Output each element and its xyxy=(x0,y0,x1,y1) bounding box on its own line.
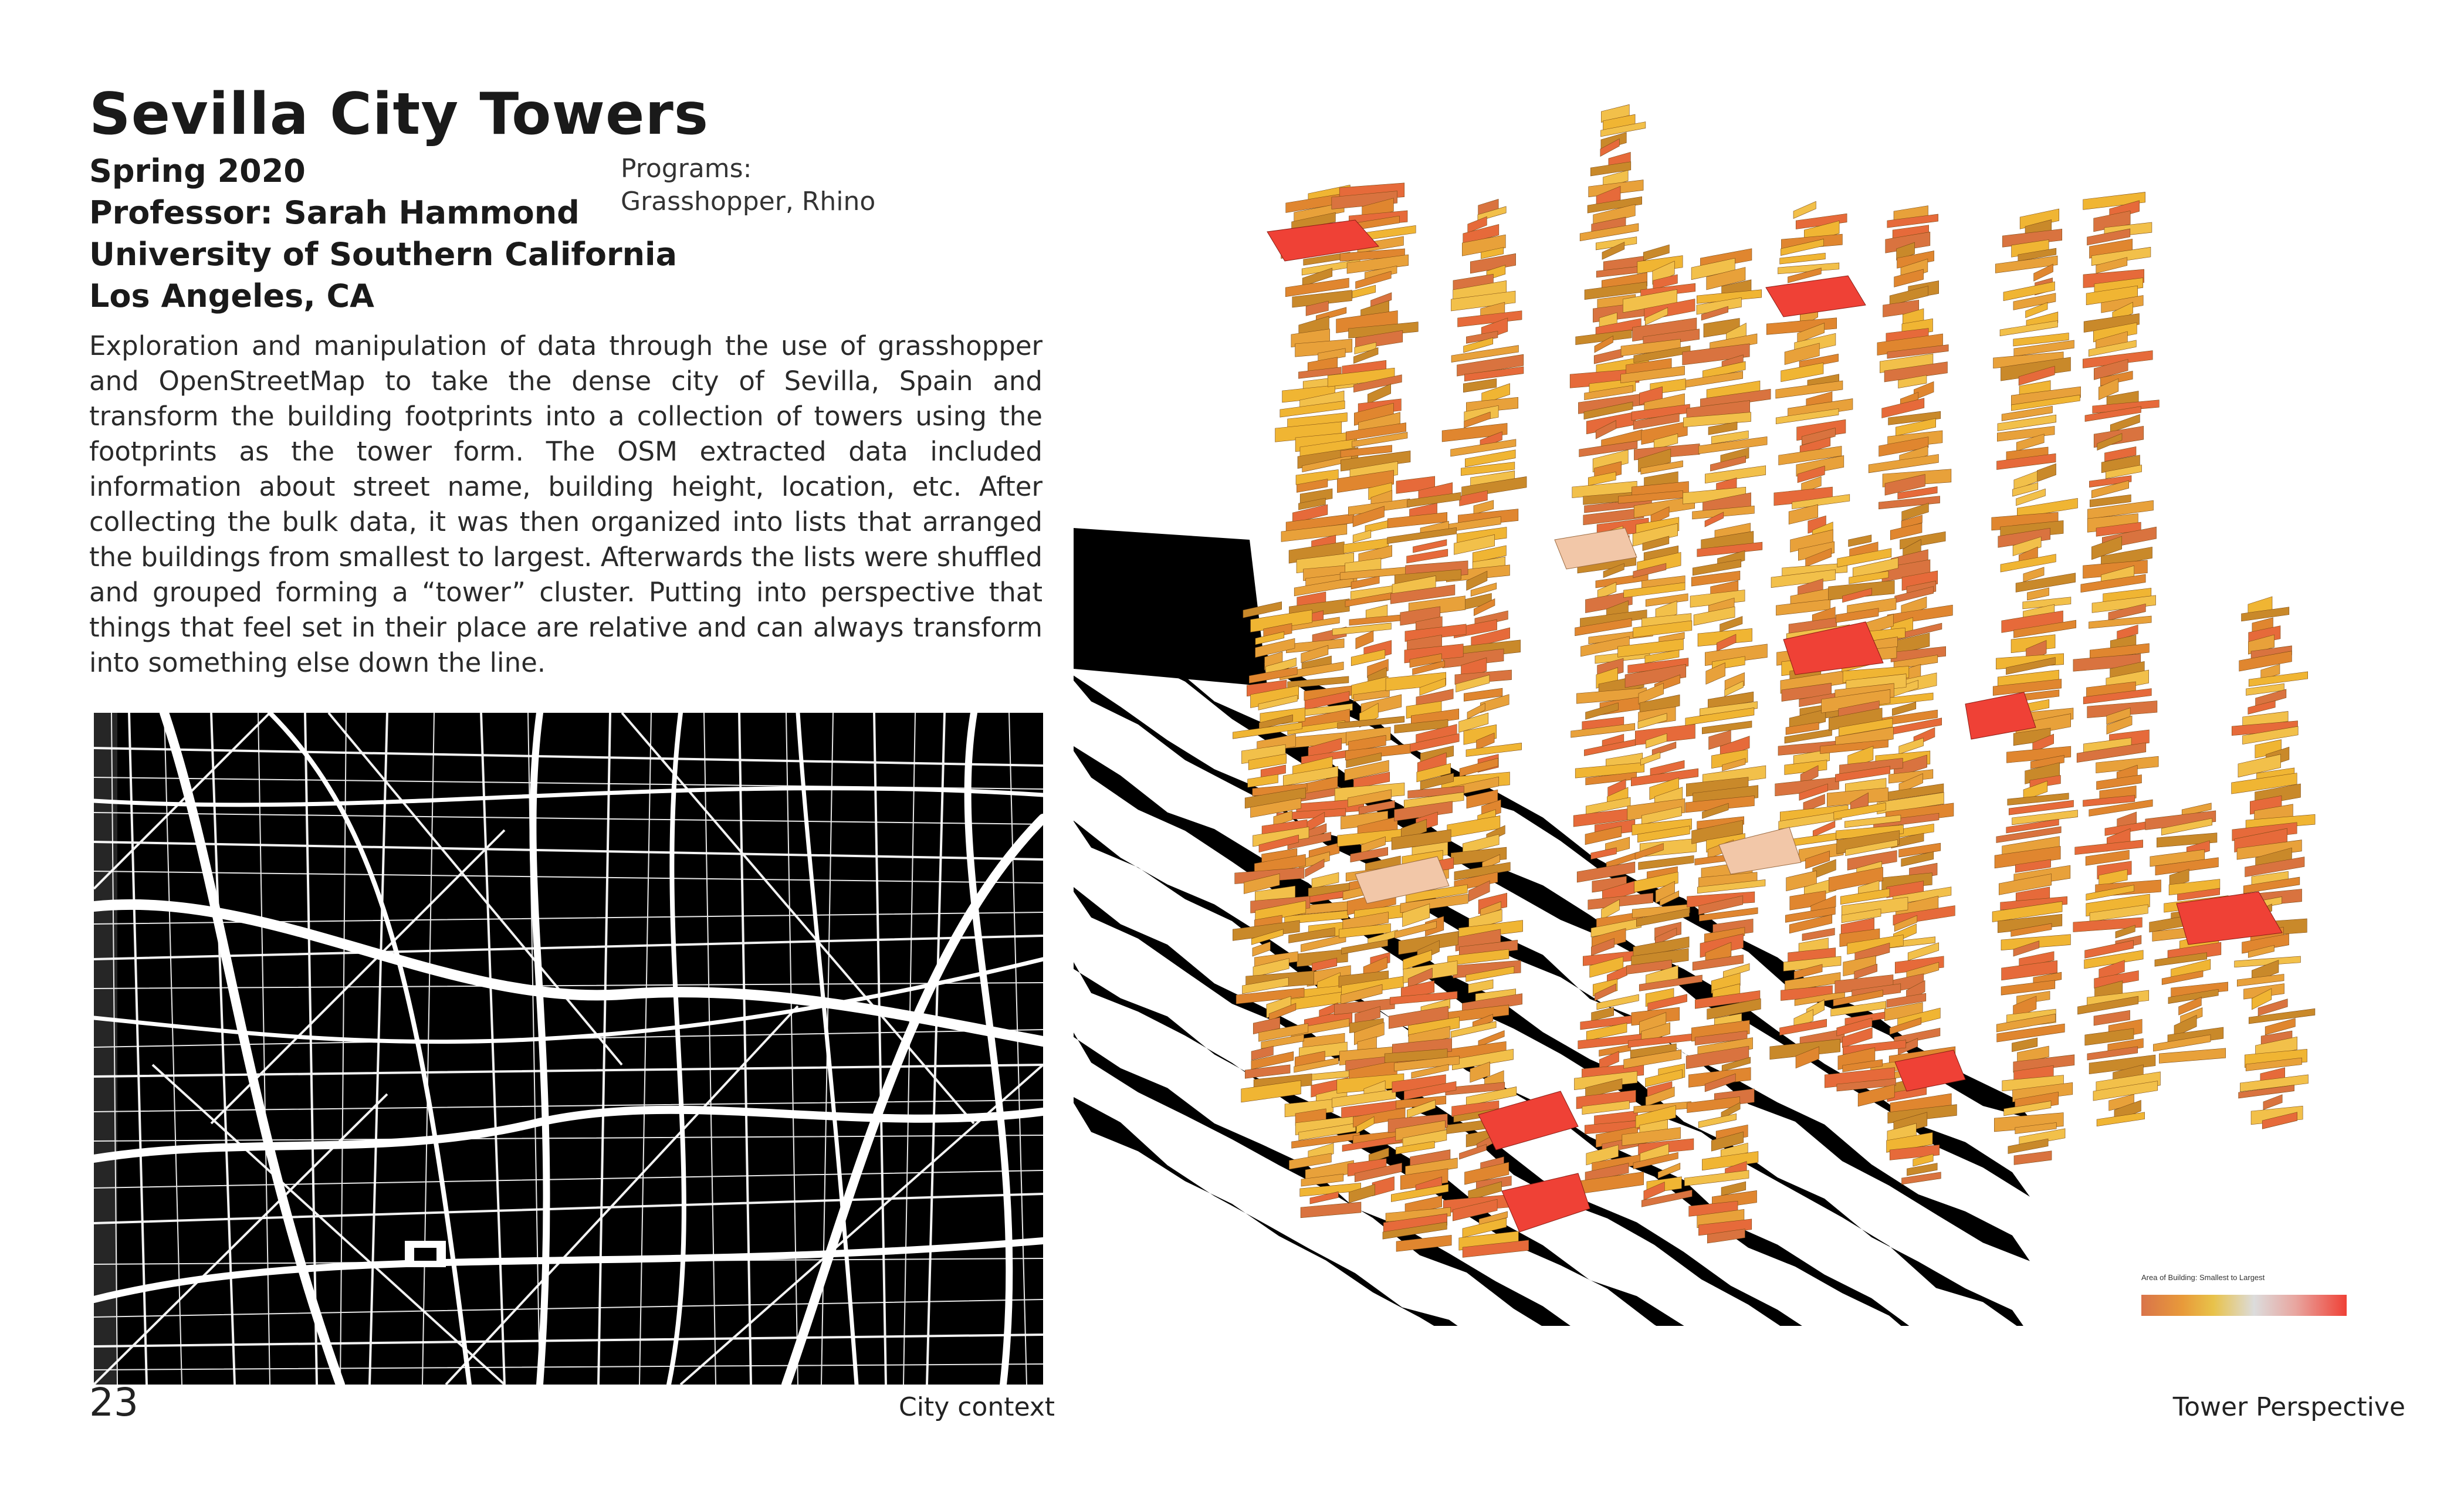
city-context-map xyxy=(94,713,1043,1385)
legend-label: Area of Building: Smallest to Largest xyxy=(2141,1273,2265,1282)
page-number: 23 xyxy=(89,1380,138,1425)
tower xyxy=(1992,209,2081,1165)
season: Spring 2020 xyxy=(89,153,306,189)
project-meta xyxy=(89,150,677,317)
location: Los Angeles, CA xyxy=(89,277,374,314)
programs-value: Grasshopper, Rhino xyxy=(621,187,876,216)
programs xyxy=(621,153,875,218)
tower xyxy=(2073,192,2161,1126)
tower-cluster-drawing xyxy=(1074,94,2423,1326)
page-title: Sevilla City Towers xyxy=(89,81,709,148)
tower-perspective-caption: Tower Perspective xyxy=(2172,1392,2405,1422)
programs-label: Programs: xyxy=(621,154,752,184)
tower-perspective-render xyxy=(1074,94,2423,1326)
legend-gradient-bar xyxy=(2141,1295,2347,1316)
area-legend xyxy=(2141,1273,2353,1316)
figure-ground-drawing xyxy=(94,713,1043,1385)
project-description: Exploration and manipulation of data through the use of grasshopper and OpenStreetMap to take the dense city of Sevilla, Spain and transform the building footprints into a collection of towers using the footprints as the tower form. The OSM extracted data included information about street name, building height, location, etc. After collecting the bulk data, it was then organized into lists that arranged the buildings from smallest to largest. Afterwards the lists were shuffled and grouped forming a “tower” cluster. Putting into perspective that things that feel set in their place are relative and can always transform into something else down the line. xyxy=(89,330,1043,678)
professor: Professor: Sarah Hammond xyxy=(89,194,580,231)
tower xyxy=(2232,597,2315,1129)
towers xyxy=(1233,104,2315,1257)
city-context-caption: City context xyxy=(899,1392,1055,1422)
university: University of Southern California xyxy=(89,236,678,273)
